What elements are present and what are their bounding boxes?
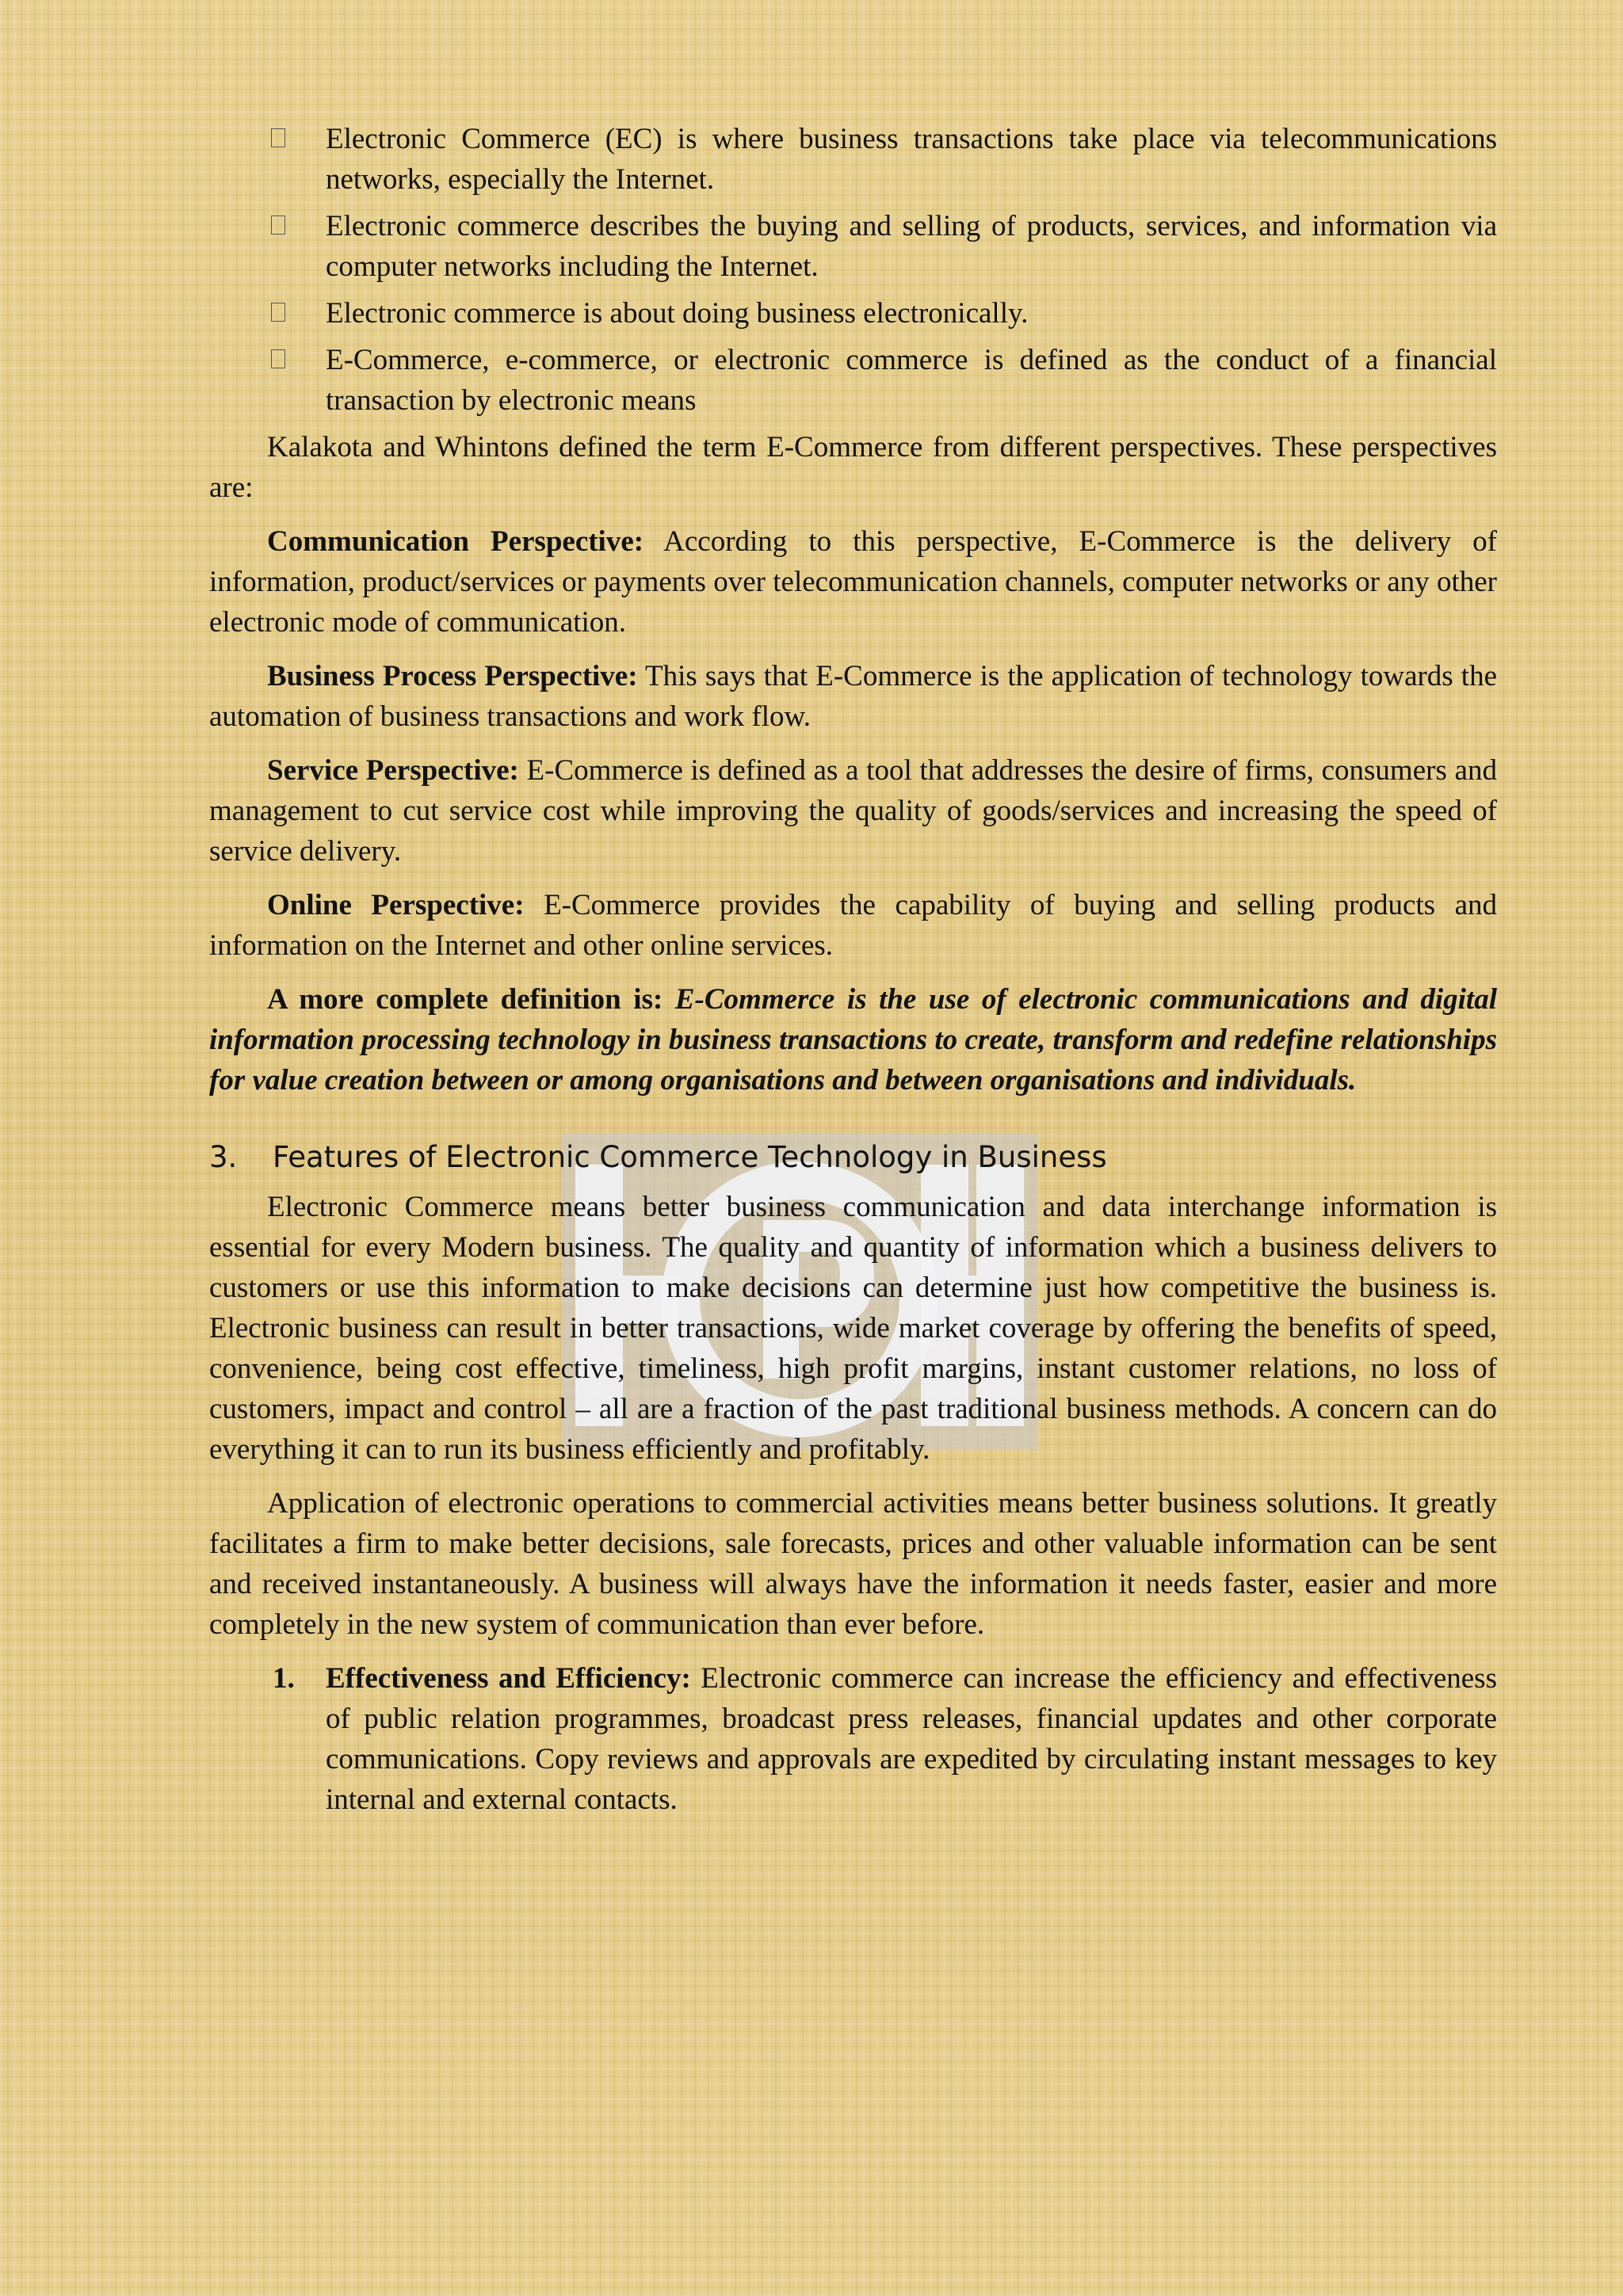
bullet-item: Electronic commerce describes the buying and selling of products, services, and information via computer networks including the Internet. <box>209 206 1497 287</box>
missing-glyph-bullet-icon <box>271 215 285 235</box>
online-perspective-paragraph: Online Perspective: E-Commerce provides the capability of buying and selling products and information on the Internet and other online services. <box>209 889 1497 962</box>
page-content <box>209 119 1497 1820</box>
features-list <box>209 1658 1497 1820</box>
bullet-item: E-Commerce, e-commerce, or electronic commerce is defined as the conduct of a financial transaction by electronic means <box>209 340 1497 421</box>
definition-bullet-list <box>209 119 1497 421</box>
missing-glyph-bullet-icon <box>271 303 285 322</box>
intro-paragraph: Kalakota and Whintons defined the term E-Commerce from different perspectives. These perspectives are: <box>209 431 1497 504</box>
bullet-item: Electronic commerce is about doing business electronically. <box>209 293 1497 334</box>
missing-glyph-bullet-icon <box>271 128 285 147</box>
body-paragraph: Electronic Commerce means better business communication and data interchange information is essential for every Modern business. The quality and quantity of information which a business delivers to customers or use this information to make decisions can determine just how competitive the business is. Electronic business can result in better transactions, wide market coverage by offering the benefits of speed, convenience, being cost effective, timeliness, high profit margins, instant customer relations, no loss of customers, impact and control – all are a fraction of the past traditional business methods. A concern can do everything it can to run its business efficiently and profitably. <box>209 1191 1497 1466</box>
complete-definition-paragraph: A more complete definition is: E-Commerce is the use of electronic communications and digital information processing technology in business transactions to create, transform and redefine relationships for value creation between or among organisations and between organisations and individuals. <box>209 983 1497 1097</box>
section-heading: 3. Features of Electronic Commerce Technology in Business <box>209 1140 1107 1174</box>
body-paragraph: Application of electronic operations to commercial activities means better business solutions. It greatly facilitates a firm to make better decisions, sale forecasts, prices and other valuable information can be sent and received instantaneously. A business will always have the information it needs faster, easier and more completely in the new system of communication than ever before. <box>209 1487 1497 1641</box>
bullet-item: Electronic Commerce (EC) is where business transactions take place via telecommunications networks, especially the Internet. <box>209 119 1497 200</box>
missing-glyph-bullet-icon <box>271 349 285 368</box>
feature-item: 1. Effectiveness and Efficiency: Electronic commerce can increase the efficiency and effectiveness of public relation programmes, broadcast press releases, financial updates and other corporate communications. Copy reviews and approvals are expedited by circulating instant messages to key internal and external contacts. <box>273 1662 1497 1816</box>
service-perspective-paragraph: Service Perspective: E-Commerce is defined as a tool that addresses the desire of firms, consumers and management to cut service cost while improving the quality of goods/services and increasing the speed of service delivery. <box>209 754 1497 868</box>
communication-perspective-paragraph: Communication Perspective: According to this perspective, E-Commerce is the delivery of information, product/services or payments over telecommunication channels, computer networks or any other electronic mode of communication. <box>209 525 1497 639</box>
business-process-perspective-paragraph: Business Process Perspective: This says that E-Commerce is the application of technology towards the automation of business transactions and work flow. <box>209 660 1498 733</box>
